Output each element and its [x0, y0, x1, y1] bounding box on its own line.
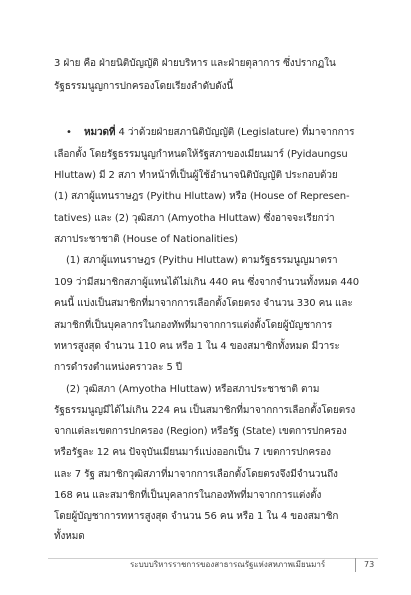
- text-line: รัฐธรรมนูญมีได้ไม่เกิน 224 คน เป็นสมาชิกที่มาจากการเลือกตั้งโดยตรง: [54, 405, 356, 416]
- text-line: Hluttaw) มี 2 สภา ทำหน้าที่เป็นผู้ใช้อำนาจนิติบัญญัติ ประกอบด้วย: [54, 170, 338, 181]
- text-line: เลือกตั้ง โดยรัฐธรรมนูญกำหนดให้รัฐสภาของเมียนมาร์ (Pyidaungsu: [54, 149, 348, 160]
- text-line: หรือรัฐละ 12 คน ปัจจุบันเมียนมาร์แบ่งออกเป็น 7 เขตการปกครอง: [54, 447, 331, 458]
- text-line: 109 ว่ามีสมาชิกสภาผู้แทนได้ไม่เกิน 440 คน ซึ่งจากจำนวนทั้งหมด 440: [54, 277, 360, 288]
- text-line: ทหารสูงสุด จำนวน 110 คน หรือ 1 ใน 4 ของสมาชิกทั้งหมด มีวาระ: [54, 341, 340, 352]
- bullet-label: หมวดที่: [84, 127, 116, 138]
- text-line: จากแต่ละเขตการปกครอง (Region) หรือรัฐ (State) เขตการปกครอง: [54, 426, 347, 437]
- text-line: สมาชิกที่เป็นบุคลากรในกองทัพที่มาจากการแต่งตั้งโดยผู้บัญชาการ: [54, 320, 333, 331]
- text-line: สภาประชาชาติ (House of Nationalities): [54, 234, 238, 245]
- footer-separator: [355, 558, 356, 572]
- text-line: tatives) และ (2) วุฒิสภา (Amyotha Hluttaw) ซึ่งอาจจะเรียกว่า: [54, 213, 335, 224]
- bullet-item: [66, 126, 354, 140]
- text-line: รัฐธรรมนูญการปกครองโดยเรียงลำดับดังนี้: [54, 81, 234, 92]
- running-footer-title: ระบบบริหารราชการของสาธารณรัฐแห่งสหภาพเมียนมาร์: [130, 560, 326, 569]
- text-line: (1) สภาผู้แทนราษฎร (Pyithu Hluttaw) ตามรัฐธรรมนูญมาตรา: [66, 255, 338, 266]
- text-line: และ 7 รัฐ สมาชิกวุฒิสภาที่มาจากการเลือกตั้งโดยตรงจึงมีจำนวนถึง: [54, 469, 338, 480]
- text-line: (2) วุฒิสภา (Amyotha Hluttaw) หรือสภาประชาชาติ ตาม: [66, 384, 320, 395]
- text-line: 3 ฝ่าย คือ ฝ่ายนิติบัญญัติ ฝ่ายบริหาร และฝ่ายตุลาการ ซึ่งปรากฏใน: [54, 58, 336, 69]
- text-line: โดยผู้บัญชาการทหารสูงสุด จำนวน 56 คน หรือ 1 ใน 4 ของสมาชิก: [54, 511, 339, 522]
- text-line: ทั้งหมด: [54, 531, 85, 542]
- page-number: 73: [364, 560, 375, 569]
- text-line: การดำรงตำแหน่งคราวละ 5 ปี: [54, 362, 183, 373]
- text-line: (1) สภาผู้แทนราษฎร (Pyithu Hluttaw) หรือ (House of Represen-: [54, 191, 350, 202]
- text-line: 168 คน และสมาชิกที่เป็นบุคลากรในกองทัพที่มาจากการแต่งตั้ง: [54, 490, 322, 501]
- bullet-symbol: •: [66, 127, 72, 138]
- text-line: คนนี้ แบ่งเป็นสมาชิกที่มาจากการเลือกตั้งโดยตรง จำนวน 330 คน และ: [54, 298, 353, 309]
- bullet-text: 4 ว่าด้วยฝ่ายสภานิติบัญญัติ (Legislature) ที่มาจากการ: [118, 127, 355, 138]
